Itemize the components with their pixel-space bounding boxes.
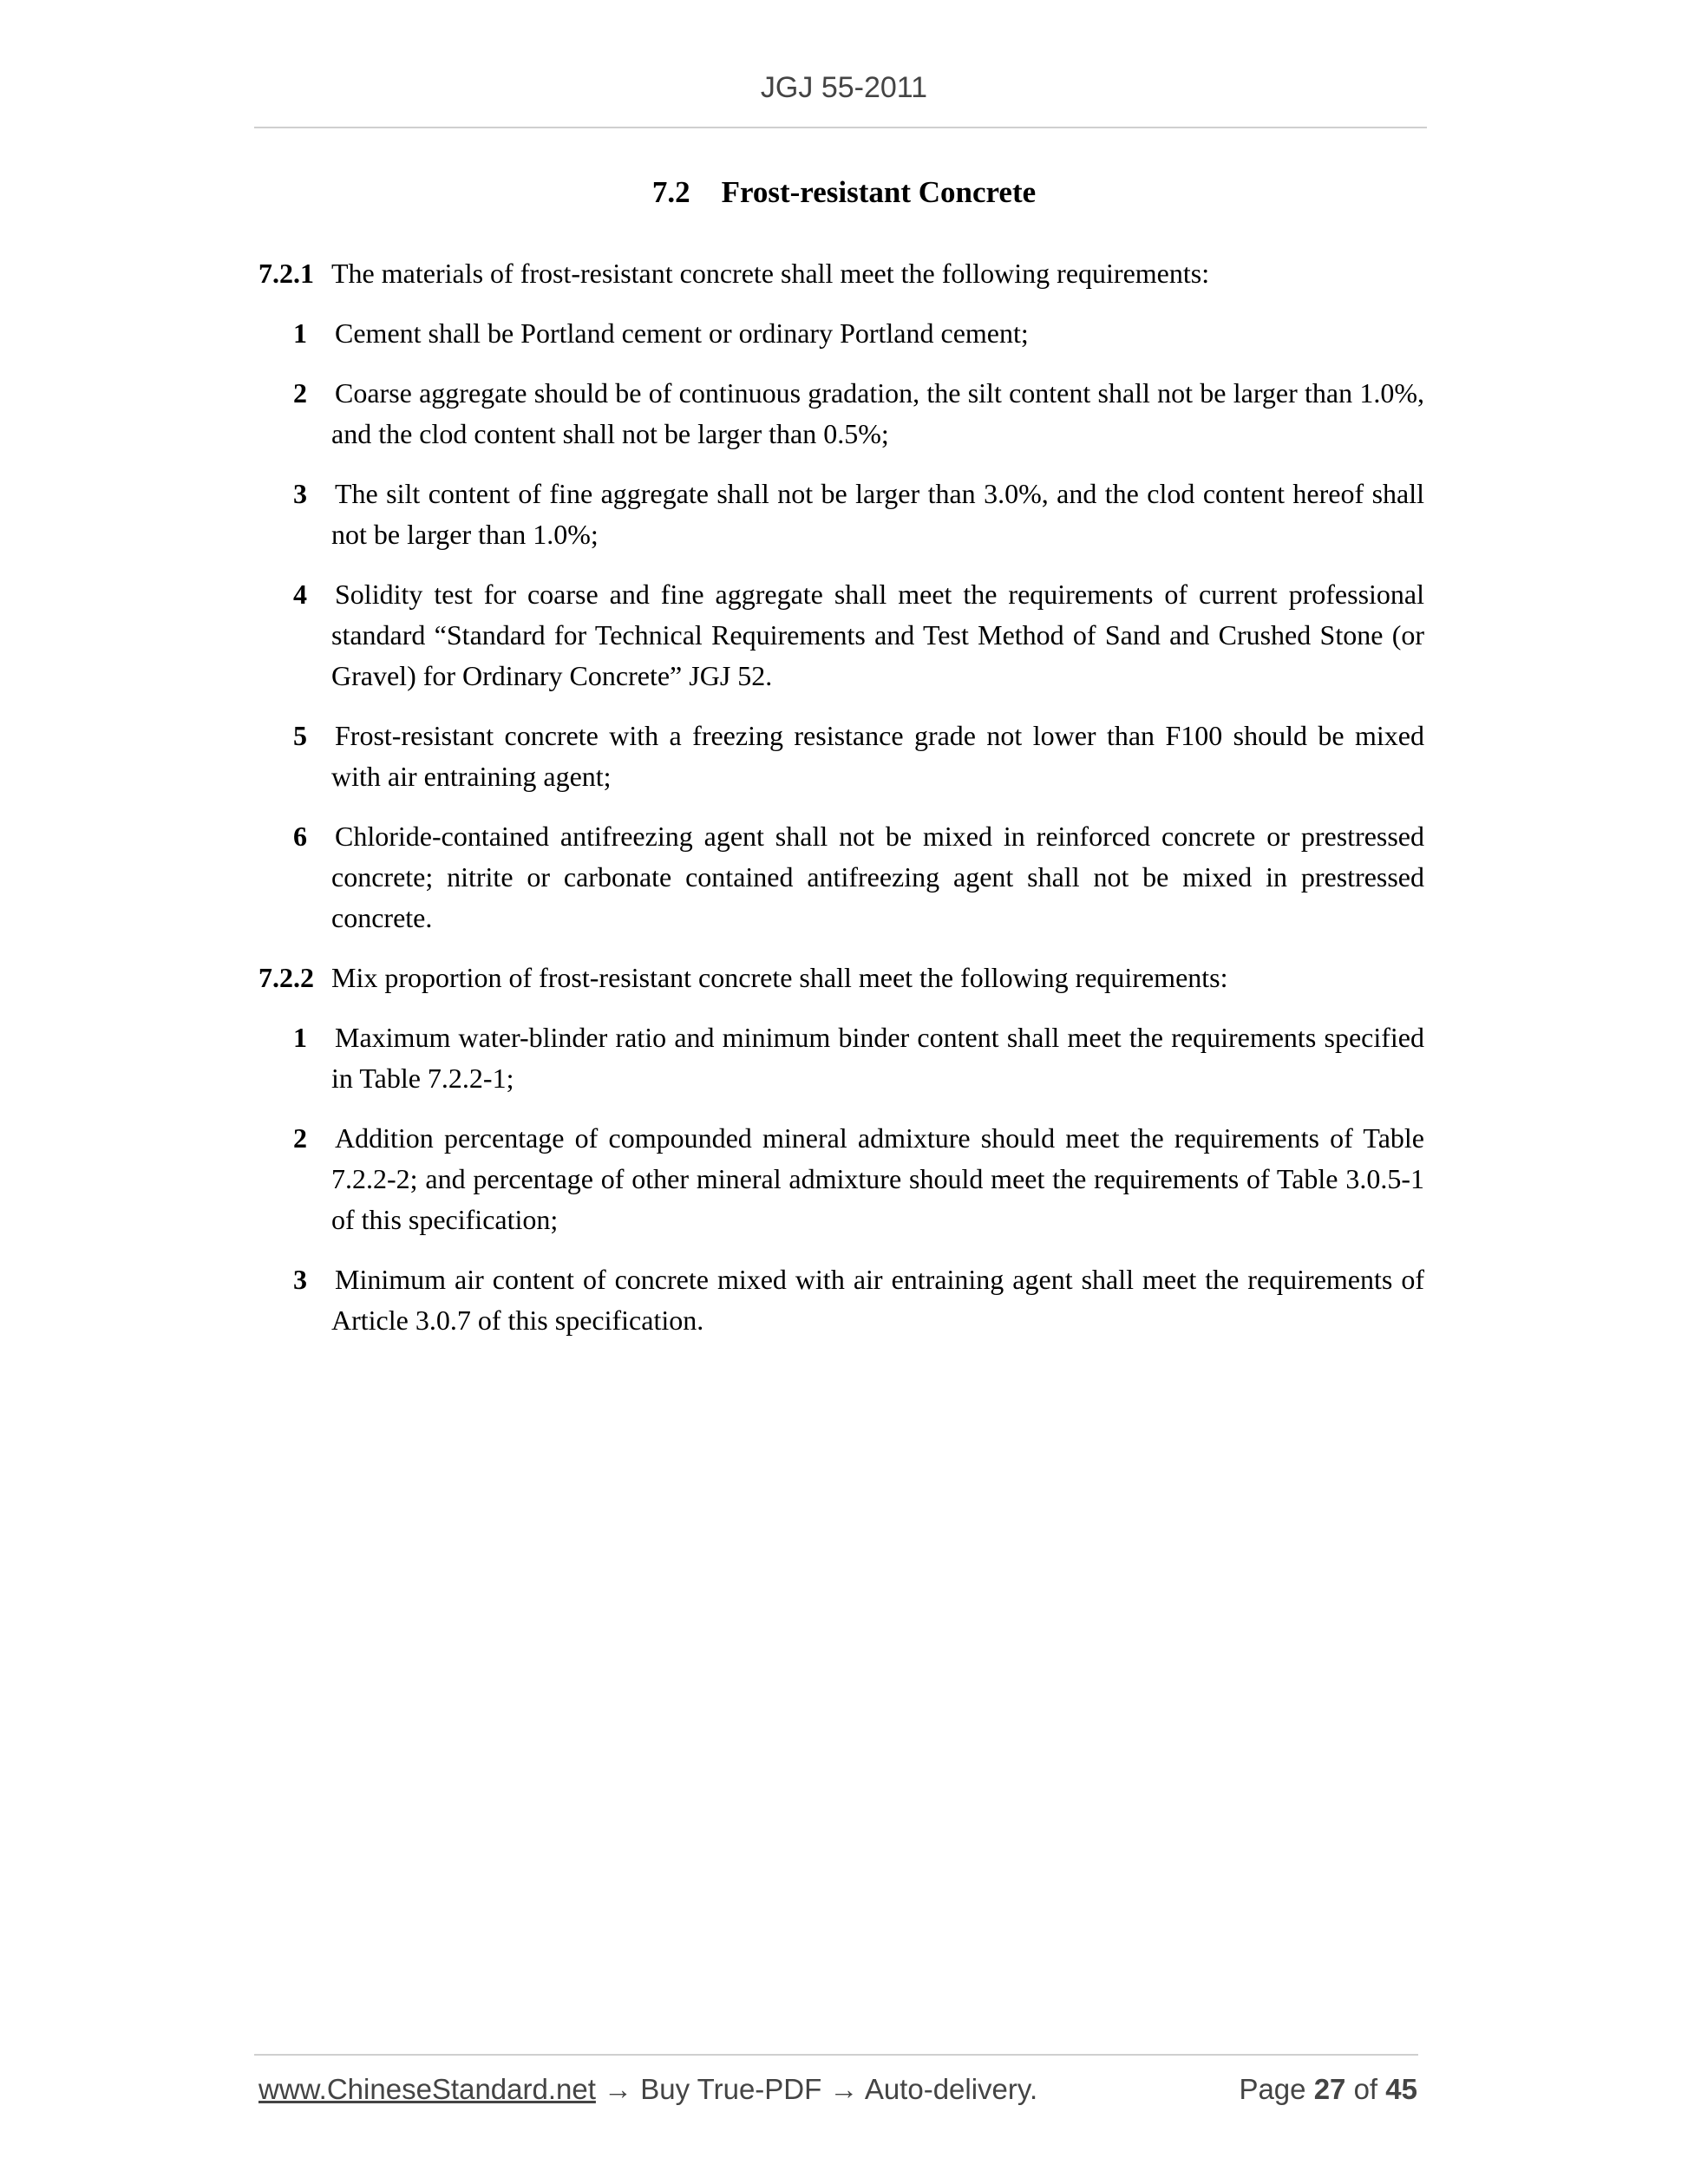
section-title: Frost-resistant Concrete xyxy=(721,175,1037,209)
page-current: 27 xyxy=(1313,2073,1346,2105)
item-text: Minimum air content of concrete mixed with air entraining agent shall meet the requirements of Article 3.0.7 of this specification. xyxy=(331,1264,1424,1336)
item-text: Cement shall be Portland cement or ordinary Portland cement; xyxy=(335,317,1029,349)
list-item xyxy=(293,313,1424,354)
footer-divider xyxy=(254,2054,1418,2056)
page-total: 45 xyxy=(1385,2073,1417,2105)
item-text: Solidity test for coarse and fine aggregate shall meet the requirements of current professional standard “Standard for Technical Requirements and Test Method of Sand and Crushed Stone (or Gravel) for Ordinary Concrete” JGJ 52. xyxy=(331,579,1424,691)
list-item xyxy=(293,373,1424,454)
promo-text: → Buy True-PDF → Auto-delivery. xyxy=(604,2073,1038,2105)
item-number: 2 xyxy=(293,377,307,409)
list-item xyxy=(293,716,1424,797)
item-number: 2 xyxy=(293,1122,307,1154)
item-text: Coarse aggregate should be of continuous gradation, the silt content shall not be larger than 1.0%, and the clod content shall not be larger than 0.5%; xyxy=(331,377,1424,449)
clause-text: The materials of frost-resistant concrete shall meet the following requirements: xyxy=(331,258,1210,289)
item-number: 5 xyxy=(293,720,307,751)
item-text: Maximum water-blinder ratio and minimum binder content shall meet the requirements specified in Table 7.2.2-1; xyxy=(331,1022,1424,1094)
list-item xyxy=(293,1259,1424,1341)
site-link[interactable]: www.ChineseStandard.net xyxy=(258,2073,596,2105)
item-number: 6 xyxy=(293,821,307,852)
item-number: 3 xyxy=(293,478,307,509)
document-body xyxy=(258,253,1424,1360)
header-standard-code: JGJ 55-2011 xyxy=(760,71,928,104)
footer-promo xyxy=(258,2073,1037,2106)
clause-7-2-1 xyxy=(258,253,1424,294)
list-item xyxy=(293,1118,1424,1240)
item-number: 4 xyxy=(293,579,307,610)
clause-number: 7.2.1 xyxy=(258,258,314,289)
clause-number: 7.2.2 xyxy=(258,962,314,993)
clause-text: Mix proportion of frost-resistant concrete shall meet the following requirements: xyxy=(331,962,1228,993)
page-indicator xyxy=(1239,2073,1417,2106)
list-item xyxy=(293,574,1424,696)
item-number: 3 xyxy=(293,1264,307,1295)
header-divider xyxy=(254,127,1427,128)
item-text: Chloride-contained antifreezing agent shall not be mixed in reinforced concrete or prestressed concrete; nitrite or carbonate contained antifreezing agent shall not be mixed in prestressed concrete. xyxy=(331,821,1424,933)
item-text: Frost-resistant concrete with a freezing resistance grade not lower than F100 should be mixed with air entraining agent; xyxy=(331,720,1424,792)
list-item xyxy=(293,1017,1424,1099)
item-text: The silt content of fine aggregate shall not be larger than 3.0%, and the clod content hereof shall not be larger than 1.0%; xyxy=(331,478,1424,550)
item-number: 1 xyxy=(293,317,307,349)
list-item xyxy=(293,816,1424,938)
list-item xyxy=(293,474,1424,555)
page-word: Page xyxy=(1239,2073,1306,2105)
clause-7-2-2 xyxy=(258,958,1424,998)
section-number: 7.2 xyxy=(651,175,690,209)
item-text: Addition percentage of compounded mineral admixture should meet the requirements of Table 7.2.2-2; and percentage of other mineral admixture should meet the requirements of Table 3.0.5-1 of this specification; xyxy=(331,1122,1424,1235)
section-heading xyxy=(0,175,1688,210)
of-word: of xyxy=(1353,2073,1378,2105)
item-number: 1 xyxy=(293,1022,307,1053)
